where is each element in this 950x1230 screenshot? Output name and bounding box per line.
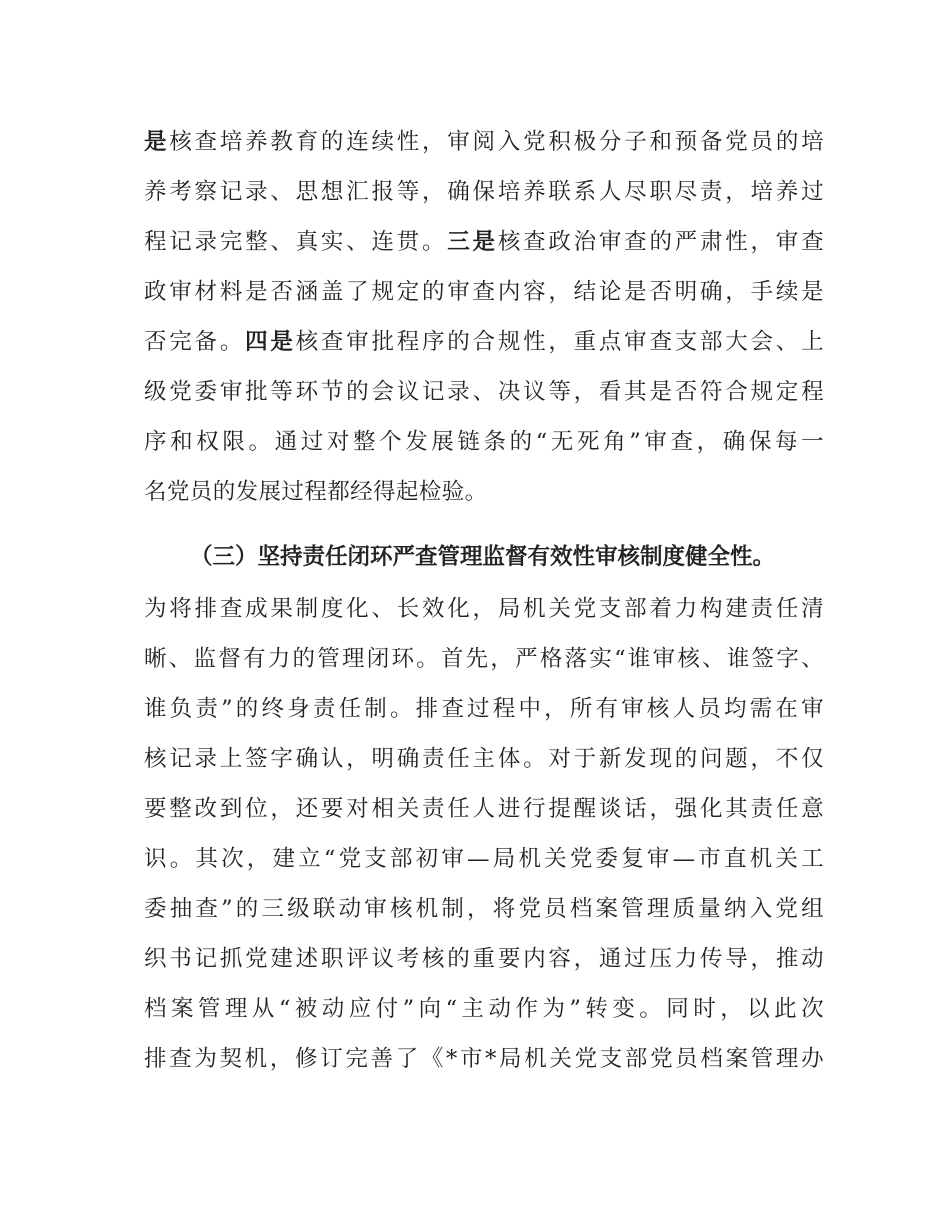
paragraph-line: 为将排查成果制度化、长效化，局机关党支部着力构建责任清 (144, 596, 824, 622)
paragraph-line: 程记录完整、真实、连贯。三是核查政治审查的严肃性，审查 (144, 229, 824, 255)
bold-marker: 四是 (245, 329, 296, 355)
paragraph-line: 要整改到位，还要对相关责任人进行提醒谈话，强化其责任意 (144, 796, 824, 822)
bold-marker: 是 (144, 129, 170, 155)
paragraph-line: 序和权限。通过对整个发展链条的“无死角”审查，确保每一 (144, 429, 824, 455)
paragraph-line: 政审材料是否涵盖了规定的审查内容，结论是否明确，手续是 (144, 279, 824, 305)
paragraph-line: 谁负责”的终身责任制。排查过程中，所有审核人员均需在审 (144, 696, 824, 722)
paragraph-line: 排查为契机，修订完善了《*市*局机关党支部党员档案管理办 (144, 1046, 824, 1072)
paragraph-line: 养考察记录、思想汇报等，确保培养联系人尽职尽责，培养过 (144, 179, 824, 205)
paragraph-line: 档案管理从“被动应付”向“主动作为”转变。同时，以此次 (144, 996, 824, 1022)
paragraph-line: 识。其次，建立“党支部初审—局机关党委复审—市直机关工 (144, 846, 824, 872)
paragraph-line: 名党员的发展过程都经得起检验。 (144, 479, 488, 505)
paragraph-line: 是核查培养教育的连续性，审阅入党积极分子和预备党员的培 (144, 129, 824, 155)
section-heading: （三）坚持责任闭环严查管理监督有效性审核制度健全性。 (190, 544, 776, 570)
paragraph-line: 级党委审批等环节的会议记录、决议等，看其是否符合规定程 (144, 379, 824, 405)
paragraph-line: 晰、监督有力的管理闭环。首先，严格落实“谁审核、谁签字、 (144, 646, 824, 672)
bold-marker: 三是 (447, 229, 498, 255)
paragraph-line: 核记录上签字确认，明确责任主体。对于新发现的问题，不仅 (144, 746, 824, 772)
paragraph-line: 否完备。四是核查审批程序的合规性，重点审查支部大会、上 (144, 329, 824, 355)
paragraph-line: 织书记抓党建述职评议考核的重要内容，通过压力传导，推动 (144, 946, 824, 972)
paragraph-line: 委抽查”的三级联动审核机制，将党员档案管理质量纳入党组 (144, 896, 824, 922)
